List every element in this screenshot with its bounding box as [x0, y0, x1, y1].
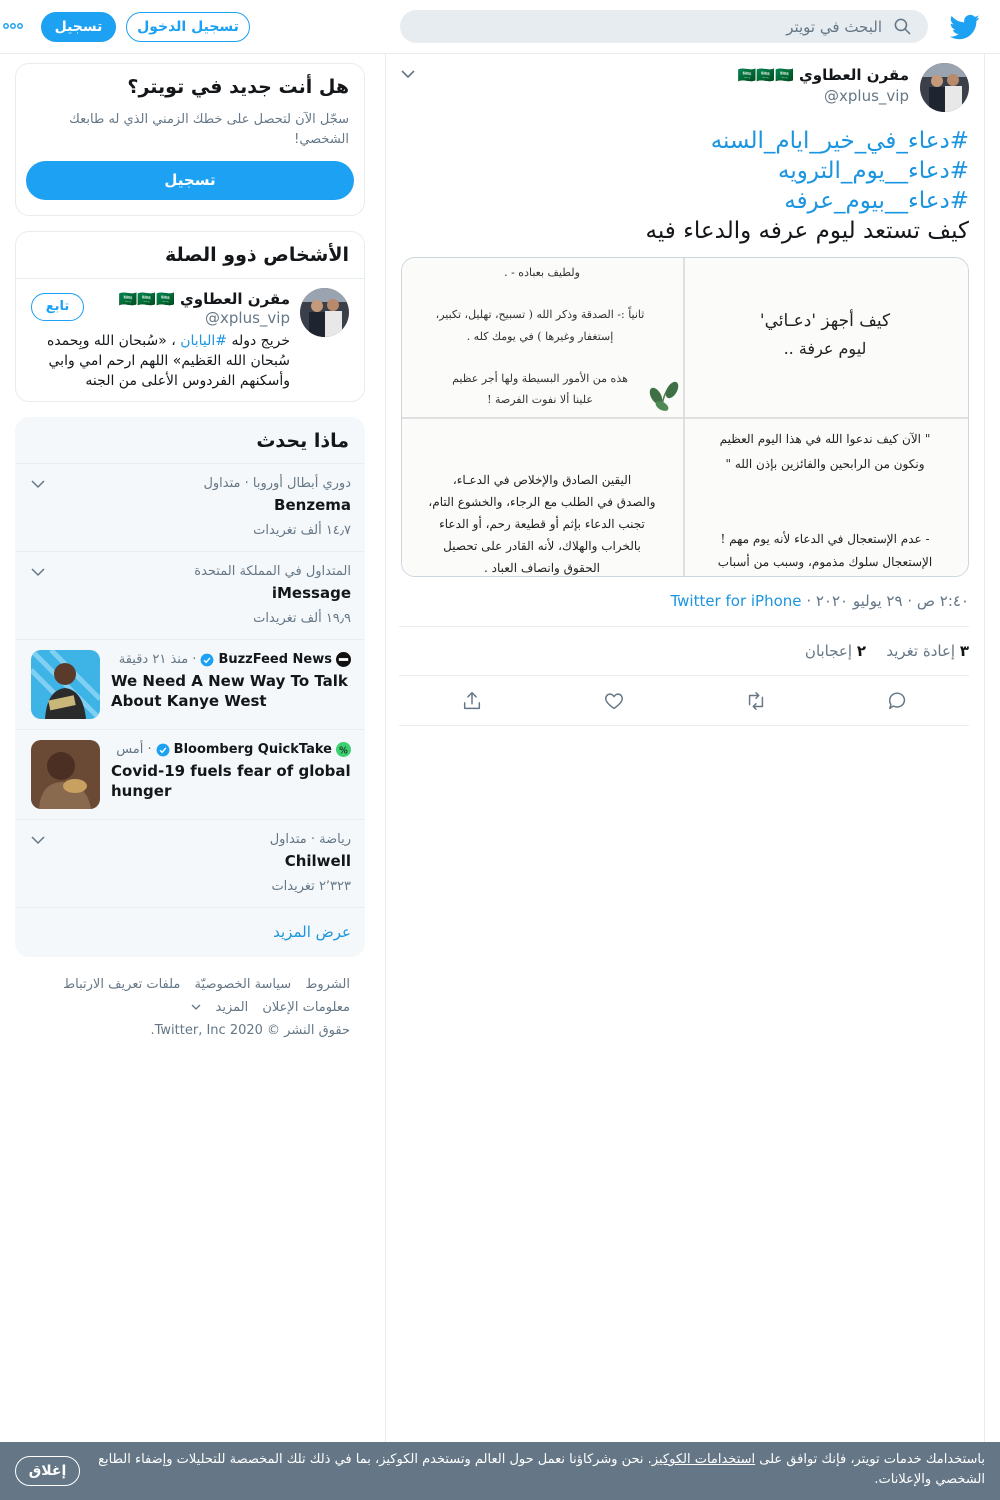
divider: [16, 278, 365, 279]
author-handle[interactable]: @xplus_vip: [824, 87, 909, 105]
cookie-text: [95, 1450, 985, 1490]
cookie-text-part: باستخدامك خدمات تويتر، فإنك توافق على: [755, 1452, 985, 1467]
news-source: [116, 742, 351, 757]
search-box[interactable]: [400, 10, 928, 43]
show-more-link[interactable]: عرض المزيد: [273, 923, 351, 941]
news-title: Covid-19 fuels fear of global hunger: [111, 762, 351, 800]
chevron-down-icon[interactable]: [400, 68, 416, 80]
news-title: We Need A New Way To Talk About Kanye West: [111, 672, 348, 710]
trends-title: ماذا يحدث: [256, 430, 349, 452]
media-text: علينا ألا نفوت الفرصة !: [487, 393, 593, 406]
footer-more-label: المزيد: [215, 1000, 249, 1015]
cookie-close-button[interactable]: إغلاق: [15, 1456, 80, 1486]
cookie-banner: [0, 1442, 1000, 1500]
meta-separator: ·: [806, 592, 812, 610]
hashtag-link[interactable]: #دعاء__بيوم_عرفه: [784, 188, 969, 214]
media-text: ليوم عرفة ..: [783, 339, 867, 358]
bio-text: خريج دوله: [227, 333, 290, 349]
footer-more-link[interactable]: [191, 1000, 248, 1015]
trend-name: Benzema: [274, 496, 351, 514]
media-text: والصدق في الطلب مع الرجاء، والخشوع التام،: [428, 495, 656, 509]
media-text: الحقوق وانصاف العباد .: [484, 561, 600, 575]
tweet-text: [399, 126, 969, 246]
media-text: كيف أجهز 'دعـائي': [759, 311, 891, 331]
signup-card-title: هل أنت جديد في تويتر؟: [127, 76, 349, 98]
verified-badge-icon: [156, 743, 170, 757]
trend-name: Chilwell: [284, 852, 351, 870]
tweet-body: كيف تستعد ليوم عرفه والدعاء فيه: [645, 218, 969, 244]
tweet-stats: [399, 626, 969, 676]
likes-count: ٢: [856, 642, 866, 660]
sidebar-footer: [15, 973, 350, 1042]
trend-item[interactable]: [16, 551, 365, 639]
relevant-people-title: الأشخاص ذوو الصلة: [165, 244, 349, 266]
like-icon[interactable]: [603, 690, 625, 712]
trend-count: ٢٬٣٢٣ تغريدات: [271, 879, 351, 894]
author-avatar[interactable]: [920, 63, 969, 112]
people-handle[interactable]: @xplus_vip: [205, 309, 290, 327]
chevron-down-icon[interactable]: [31, 479, 45, 489]
retweets-label: إعادة تغريد: [886, 642, 956, 660]
trend-context: المتداول في المملكة المتحدة: [194, 564, 351, 579]
news-source: [119, 652, 351, 667]
author-name[interactable]: مقرن العطاوي 🇸🇦🇸🇦🇸🇦: [737, 66, 909, 84]
trend-item[interactable]: [16, 819, 365, 907]
trend-count: ١٤٫٧ ألف تغريدات: [253, 523, 351, 538]
trend-name: iMessage: [271, 584, 351, 602]
relevant-people-card: [15, 231, 365, 402]
bio-text: ، «سُبحان الله وبِحمده سُبحان الله العَظيم» اللهم ارحم امي وابي وأسكنهم الفردوس الأعلى من الجنه: [46, 333, 290, 389]
people-bio: [30, 331, 290, 391]
bloomberg-logo-icon: [336, 742, 351, 757]
reply-icon[interactable]: [887, 690, 909, 712]
media-text: - عدم الإستعجال في الدعاء لأنه يوم مهم !: [720, 532, 930, 546]
footer-terms-link[interactable]: الشروط: [305, 977, 350, 992]
footer-ads-info-link[interactable]: معلومات الإعلان: [262, 1000, 350, 1015]
likes-label: إعجابان: [804, 642, 853, 660]
footer-privacy-link[interactable]: سياسة الخصوصيّة: [194, 977, 292, 992]
tweet-image-grid[interactable]: [401, 257, 969, 577]
media-text: هذه من الأمور البسيطة ولها أجر عظيم: [452, 372, 628, 385]
signup-button[interactable]: تسجيل: [41, 12, 116, 42]
trend-context: رياضة · متداول: [269, 832, 351, 847]
news-source-name: BuzzFeed News: [218, 652, 332, 667]
news-time: · أمس: [116, 742, 152, 757]
trend-count: ١٩٫٩ ألف تغريدات: [253, 611, 351, 626]
news-thumbnail: [31, 740, 100, 809]
trend-context: دوري أبطال أوروبا · متداول: [203, 476, 351, 491]
svg-text:%: %: [339, 745, 348, 757]
retweet-icon[interactable]: [745, 690, 767, 712]
retweets-stat[interactable]: [886, 642, 969, 660]
media-text: إستغفار وغيرها ) في يومك كله .: [466, 330, 614, 343]
tweet-actions: [399, 676, 969, 726]
bio-hashtag-link[interactable]: #اليابان: [180, 333, 228, 349]
media-text: بالخراب والهلاك، لأنه القادر على تحصيل: [443, 539, 641, 553]
hashtag-link[interactable]: #دعاء_في_خير_ايام_السنه: [710, 128, 969, 154]
share-icon[interactable]: [461, 690, 483, 712]
follow-button[interactable]: تابع: [31, 293, 84, 321]
trends-card: [15, 417, 365, 957]
cookie-policy-link[interactable]: استخدامات الكوكيز: [651, 1452, 756, 1467]
cookie-text-part: . نحن وشركاؤنا نعمل حول العالم وتستخدم الكوكيز، بما في ذلك تلك المخصصة للتحليلات وإضفاء الطابع الشخصي والإعلانات.: [98, 1452, 985, 1487]
top-header: [0, 0, 1000, 54]
news-item[interactable]: [16, 729, 365, 819]
signup-card-button[interactable]: تسجيل: [26, 161, 354, 200]
signup-card-description: سجّل الآن لتحصل على خطك الزمني الذي له طابعك الشخصي!: [69, 112, 349, 147]
media-text: ولطيف بعباده - .: [504, 266, 580, 279]
people-name[interactable]: مقرن العطاوي 🇸🇦🇸🇦🇸🇦: [118, 290, 290, 308]
footer-cookies-link[interactable]: ملفات تعريف الارتباط: [63, 977, 181, 992]
twitter-logo-icon[interactable]: [950, 12, 980, 42]
media-text: اليقين الصادق والإخلاص في الدعـاء،: [452, 473, 632, 487]
signup-card: [15, 63, 365, 216]
search-icon: [893, 17, 912, 36]
buzzfeed-logo-icon: [336, 652, 351, 667]
chevron-down-icon[interactable]: [31, 567, 45, 577]
media-text: " الآن كيف ندعوا الله في هذا اليوم العظيم: [719, 432, 931, 446]
tweet-time[interactable]: ٢:٤٠ ص · ٢٩ يوليو ٢٠٢٠: [815, 592, 969, 610]
tweet-source[interactable]: Twitter for iPhone: [670, 592, 802, 610]
news-source-name: Bloomberg QuickTake: [173, 742, 332, 757]
trend-item[interactable]: [16, 463, 365, 551]
search-input[interactable]: [422, 10, 882, 43]
likes-stat[interactable]: [805, 642, 866, 660]
tweet-column: [385, 54, 985, 1500]
hashtag-link[interactable]: #دعاء__يوم_الترويه: [778, 158, 969, 184]
media-text: الإستعجال سلوك مذموم، وسبب من أسباب: [717, 555, 933, 569]
people-avatar[interactable]: [300, 288, 349, 337]
login-button[interactable]: تسجيل الدخول: [126, 12, 250, 42]
show-more-row: [16, 907, 365, 957]
verified-badge-icon: [200, 653, 214, 667]
news-thumbnail: [31, 650, 100, 719]
chevron-down-icon[interactable]: [31, 835, 45, 845]
tweet-timestamp: [670, 592, 969, 610]
news-item[interactable]: [16, 639, 365, 729]
media-text: ثانياً :- الصدقة وذكر الله ( تسبيح، تهليل، تكبير،: [435, 308, 645, 321]
footer-copyright: حقوق النشر © Twitter, Inc 2020.: [150, 1023, 350, 1038]
media-text: ونكون من الرابحين والفائزين بإذن الله ": [725, 457, 925, 471]
news-time: · منذ ٢١ دقيقة: [118, 652, 197, 667]
more-options-icon[interactable]: [2, 18, 24, 34]
retweets-count: ٣: [959, 642, 969, 660]
media-text: تجنب الدعاء بإثم أو قطيعة رحم، أو الدعاء: [439, 517, 645, 531]
chevron-down-icon: [191, 1004, 201, 1011]
